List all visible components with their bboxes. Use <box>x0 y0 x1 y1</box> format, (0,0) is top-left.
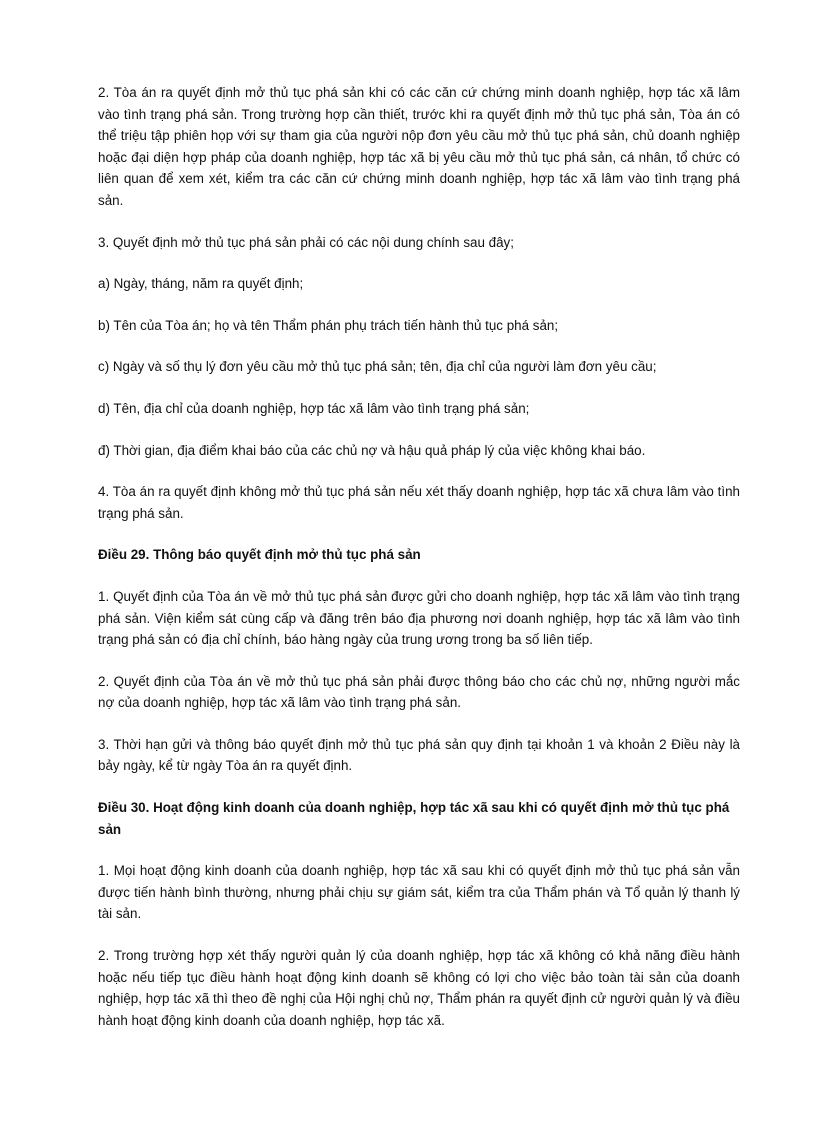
paragraph-article-28-clause-2: 2. Tòa án ra quyết định mở thủ tục phá sản khi có các căn cứ chứng minh doanh nghiệp, hợp tác xã lâm vào tình trạng phá sản. Trong trường hợp cần thiết, trước khi ra quyết định mở thủ tục phá sản, Tòa án có thể triệu tập phiên họp với sự tham gia của người nộp đơn yêu cầu mở thủ tục phá sản, chủ doanh nghiệp hoặc đại diện hợp pháp của doanh nghiệp, hợp tác xã bị yêu cầu mở thủ tục phá sản, cá nhân, tổ chức có liên quan để xem xét, kiểm tra các căn cứ chứng minh doanh nghiệp, hợp tác xã lâm vào tình trạng phá sản. <box>98 85 740 208</box>
list-item-a: a) Ngày, tháng, năm ra quyết định; <box>98 276 304 292</box>
paragraph-article-29-clause-3: 3. Thời hạn gửi và thông báo quyết định mở thủ tục phá sản quy định tại khoản 1 và khoản 2 Điều này là bảy ngày, kể từ ngày Tòa án ra quyết định. <box>98 736 740 774</box>
paragraph-article-30-clause-1: 1. Mọi hoạt động kinh doanh của doanh nghiệp, hợp tác xã sau khi có quyết định mở thủ tục phá sản vẫn được tiến hành bình thường, nhưng phải chịu sự giám sát, kiểm tra của Thẩm phán và Tổ quản lý thanh lý tài sản. <box>98 863 740 922</box>
paragraph-article-28-clause-3: 3. Quyết định mở thủ tục phá sản phải có các nội dung chính sau đây; <box>98 234 514 250</box>
list-item-b: b) Tên của Tòa án; họ và tên Thẩm phán phụ trách tiến hành thủ tục phá sản; <box>98 317 559 333</box>
article-30-heading: Điều 30. Hoạt động kinh doanh của doanh nghiệp, hợp tác xã sau khi có quyết định mở thủ tục phá sản <box>98 800 730 837</box>
paragraph-article-29-clause-2: 2. Quyết định của Tòa án về mở thủ tục phá sản phải được thông báo cho các chủ nợ, những người mắc nợ của doanh nghiệp, hợp tác xã lâm vào tình trạng phá sản. <box>98 673 740 711</box>
document-page <box>98 82 740 1051</box>
list-item-c: c) Ngày và số thụ lý đơn yêu cầu mở thủ tục phá sản; tên, địa chỉ của người làm đơn yêu cầu; <box>98 359 657 375</box>
list-item-d: d) Tên, địa chỉ của doanh nghiệp, hợp tác xã lâm vào tình trạng phá sản; <box>98 400 530 416</box>
list-item-dd: đ) Thời gian, địa điểm khai báo của các chủ nợ và hậu quả pháp lý của việc không khai báo. <box>98 442 646 458</box>
paragraph-article-29-clause-1: 1. Quyết định của Tòa án về mở thủ tục phá sản được gửi cho doanh nghiệp, hợp tác xã lâm vào tình trạng phá sản. Viện kiểm sát cùng cấp và đăng trên báo địa phương nơi doanh nghiệp, hợp tác xã lâm vào tình trạng phá sản có địa chỉ chính, báo hàng ngày của trung ương trong ba số liên tiếp. <box>98 588 740 648</box>
article-29-heading: Điều 29. Thông báo quyết định mở thủ tục phá sản <box>98 547 421 563</box>
paragraph-article-28-clause-4: 4. Tòa án ra quyết định không mở thủ tục phá sản nếu xét thấy doanh nghiệp, hợp tác xã chưa lâm vào tình trạng phá sản. <box>98 484 740 521</box>
paragraph-article-30-clause-2: 2. Trong trường hợp xét thấy người quản lý của doanh nghiệp, hợp tác xã không có khả năng điều hành hoặc nếu tiếp tục điều hành hoạt động kinh doanh sẽ không có lợi cho việc bảo toàn tài sản của doanh nghiệp, hợp tác xã thì theo đề nghị của Hội nghị chủ nợ, Thẩm phán ra quyết định cử người quản lý và điều hành hoạt động kinh doanh của doanh nghiệp, hợp tác xã. <box>98 948 740 1028</box>
